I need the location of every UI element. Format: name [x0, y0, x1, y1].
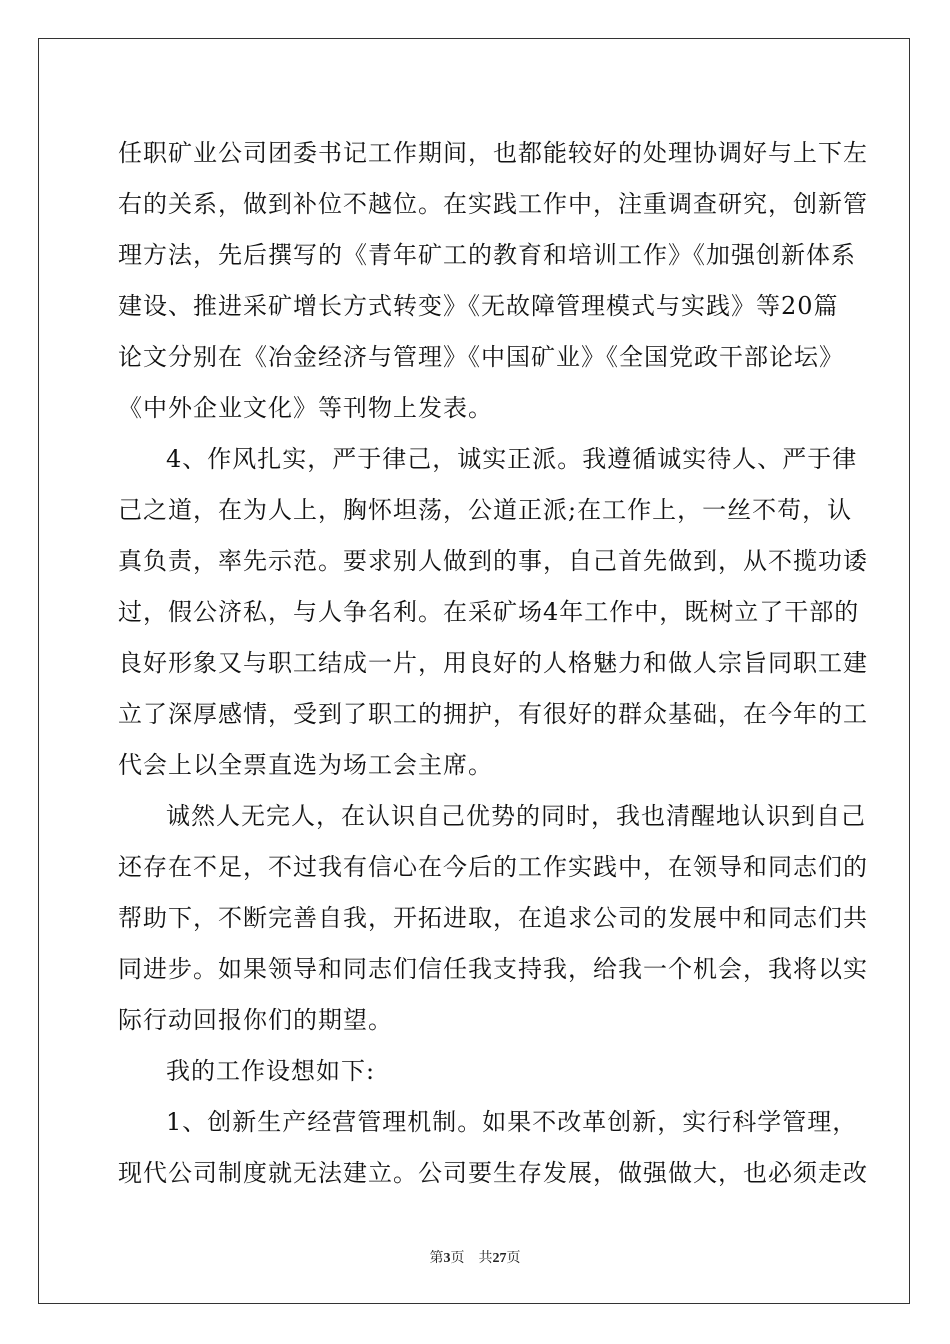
total-pages: 27	[492, 1251, 507, 1266]
text-line: 论文分别在《冶金经济与管理》《中国矿业》《全国党政干部论坛》	[118, 343, 844, 371]
total-suffix: 页	[506, 1250, 521, 1266]
text-line: 《中外企业文化》等刊物上发表。	[118, 394, 493, 422]
text-line: 理方法，先后撰写的《青年矿工的教育和培训工作》《加强创新体系	[118, 241, 856, 269]
text-line: 际行动回报你们的期望。	[118, 1006, 393, 1034]
text-line: 真负责，率先示范。要求别人做到的事，自己首先做到，从不揽功诿	[118, 547, 868, 575]
text-line: 任职矿业公司团委书记工作期间，也都能较好的处理协调好与上下左	[118, 139, 868, 167]
page-suffix: 页	[450, 1250, 465, 1266]
text-line: 过，假公济私，与人争名利。在采矿场4年工作中，既树立了干部的	[118, 598, 860, 626]
text-line: 建设、推进采矿增长方式转变》《无故障管理模式与实践》等20篇	[118, 292, 839, 320]
text-line: 代会上以全票直选为场工会主席。	[118, 751, 493, 779]
document-body	[118, 128, 868, 1199]
page-footer	[0, 1247, 950, 1267]
text-line: 还存在不足，不过我有信心在今后的工作实践中，在领导和同志们的	[118, 853, 868, 881]
paragraph-start-line: 4、作风扎实，严于律己，诚实正派。我遵循诚实待人、严于律	[166, 445, 858, 473]
total-prefix: 共	[478, 1250, 493, 1266]
text-line: 同进步。如果领导和同志们信任我支持我，给我一个机会，我将以实	[118, 955, 868, 983]
text-line: 良好形象又与职工结成一片，用良好的人格魅力和做人宗旨同职工建	[118, 649, 868, 677]
text-line: 帮助下，不断完善自我，开拓进取，在追求公司的发展中和同志们共	[118, 904, 868, 932]
page-number: 3	[443, 1251, 451, 1266]
paragraph-start-line: 1、创新生产经营管理机制。如果不改革创新，实行科学管理，	[166, 1108, 858, 1136]
paragraph-start-line: 我的工作设想如下:	[166, 1057, 376, 1085]
text-line: 立了深厚感情，受到了职工的拥护，有很好的群众基础，在今年的工	[118, 700, 868, 728]
text-line: 右的关系，做到补位不越位。在实践工作中，注重调查研究，创新管	[118, 190, 868, 218]
text-line: 现代公司制度就无法建立。公司要生存发展，做强做大，也必须走改	[118, 1159, 868, 1187]
text-line: 己之道，在为人上，胸怀坦荡，公道正派;在工作上，一丝不苟，认	[118, 496, 853, 524]
page-prefix: 第	[429, 1250, 444, 1266]
paragraph-start-line: 诚然人无完人，在认识自己优势的同时，我也清醒地认识到自己	[166, 802, 866, 830]
